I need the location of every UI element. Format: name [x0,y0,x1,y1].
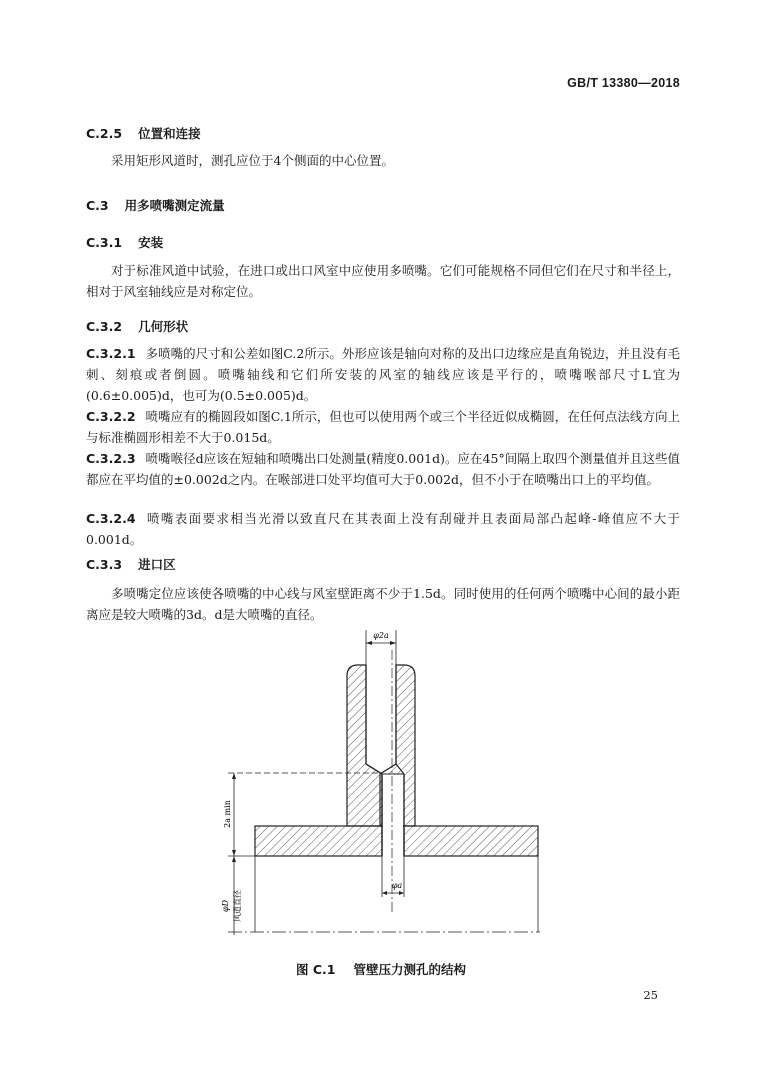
clause-text: 喷嘴表面要求相当光滑以致直尺在其表面上没有刮碰并且表面局部凸起峰-峰值应不大于0.001d。 [86,511,680,547]
clause-number: C.3.2.4 [86,511,136,526]
clause-number: C.3.2.2 [86,409,136,424]
clause-number: C.3.2.1 [86,346,136,361]
clause-text: 喷嘴应有的椭圆段如图C.1所示，但也可以使用两个或三个半径近似成椭圆，在任何点法线方向上与标准椭圆形相差不大于0.015d。 [86,409,680,445]
figure-caption [0,960,762,978]
dim-label-a: φa [391,881,403,890]
dim-label-2a-min: 2a min [223,800,232,828]
clause-text: 多喷嘴的尺寸和公差如图C.2所示。外形应该是轴向对称的及出口边缘应是直角锐边，并且没有毛刺、刻痕或者倒圆。喷嘴轴线和它们所安装的风室的轴线应该是平行的，喷嘴喉部尺寸L宜为(0.6±0.005)d，也可为(0.5±0.005)d。 [86,346,680,403]
figure-number: 图 C.1 [296,962,336,977]
clause-text: 喷嘴喉径d应该在短轴和喷嘴出口处测量(精度0.001d)。应在45°间隔上取四个测量值并且这些值都应在平均值的±0.002d之内。在喉部进口处平均值可大于0.002d，但不小于在喷嘴出口上的平均值。 [86,451,680,487]
section-c33-text: 多喷嘴定位应该使各喷嘴的中心线与风室壁距离不少于1.5d。同时使用的任何两个喷嘴中心间的最小距离应是较大喷嘴的3d。d是大喷嘴的直径。 [86,586,680,622]
dim-label-duct-name: 风道直径 [233,890,242,922]
page-number: 25 [643,988,658,1002]
section-number: C.3.1 [86,235,123,250]
figure-title: 管壁压力测孔的结构 [353,962,466,977]
section-title: 几何形状 [138,319,189,334]
duct-wall-left [255,826,382,856]
section-title: 进口区 [138,557,176,572]
section-c31-text: 对于标准风道中试验，在进口或出口风室中应使用多喷嘴。它们可能规格不同但它们在尺寸和半径上，相对于风室轴线应是对称定位。 [86,263,680,299]
section-number: C.3.2 [86,319,123,334]
section-title: 用多喷嘴测定流量 [124,198,225,213]
dim-label-duct-symbol: φD [221,899,230,913]
section-number: C.3.3 [86,557,123,572]
dim-label-2a: φ2a [373,631,389,640]
section-title: 位置和连接 [138,126,201,141]
document-id: GB/T 13380—2018 [567,76,680,90]
section-c25-text: 采用矩形风道时，测孔应位于4个侧面的中心位置。 [111,153,394,168]
boss-left-section [347,665,382,826]
section-title: 安装 [138,235,164,250]
duct-wall-right [404,826,538,856]
clause-number: C.3.2.3 [86,451,136,466]
section-number: C.2.5 [86,126,123,141]
section-number: C.3 [86,198,109,213]
